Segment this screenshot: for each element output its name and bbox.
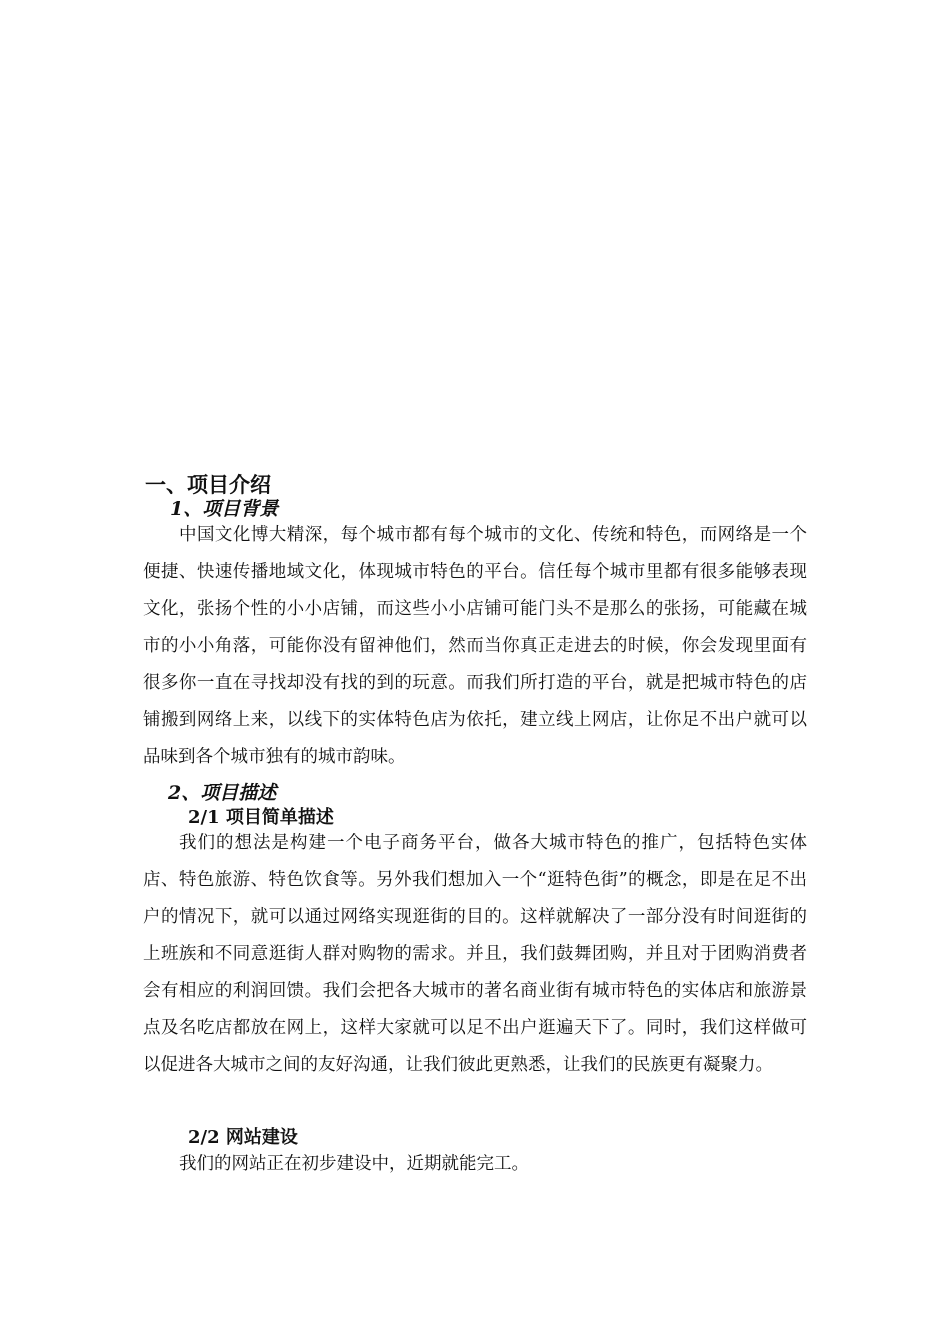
main-heading: 一、项目介绍	[145, 472, 271, 497]
section-title-description: 2、项目描述	[168, 782, 277, 804]
website-paragraph: 我们的网站正在初步建设中，近期就能完工。	[179, 1154, 529, 1174]
background-paragraph: 中国文化博大精深，每个城市都有每个城市的文化、传统和特色，而网络是一个便捷、快速传播地域文化，体现城市特色的平台。信任每个城市里都有很多能够表现文化，张扬个性的小小店铺，而这些小小店铺可能门头不是那么的张扬，可能藏在城市的小小角落，可能你没有留神他们，然而当你真正走进去的时候，你会发现里面有很多你一直在寻找却没有找的到的玩意。而我们所打造的平台，就是把城市特色的店铺搬到网络上来，以线下的实体特色店为依托，建立线上网店，让你足不出户就可以品味到各个城市独有的城市韵味。	[143, 525, 807, 767]
subsection-title-website: 2/2 网站建设	[188, 1127, 298, 1148]
subsection-title-brief: 2/1 项目简单描述	[188, 807, 334, 828]
brief-paragraph: 我们的想法是构建一个电子商务平台，做各大城市特色的推广，包括特色实体店、特色旅游、特色饮食等。另外我们想加入一个“逛特色街”的概念，即是在足不出户的情况下，就可以通过网络实现逛街的目的。这样就解决了一部分没有时间逛街的上班族和不同意逛街人群对购物的需求。并且，我们鼓舞团购，并且对于团购消费者会有相应的利润回馈。我们会把各大城市的著名商业街有城市特色的实体店和旅游景点及名吃店都放在网上，这样大家就可以足不出户逛遍天下了。同时，我们这样做可以促进各大城市之间的友好沟通，让我们彼此更熟悉，让我们的民族更有凝聚力。	[143, 833, 807, 1075]
section-title-background: 1、项目背景	[170, 498, 279, 520]
